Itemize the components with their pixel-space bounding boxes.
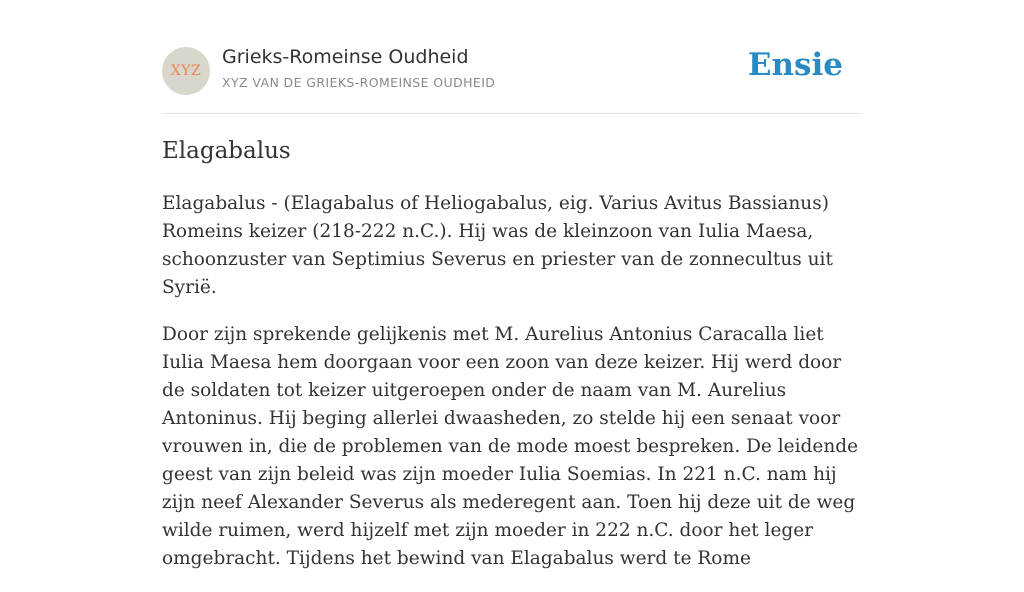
avatar-label: XYZ <box>170 63 202 79</box>
source-title[interactable]: Grieks-Romeinse Oudheid <box>222 46 469 68</box>
ensie-logo[interactable]: Ensie <box>747 47 843 83</box>
article-title: Elagabalus <box>162 138 291 164</box>
article-body <box>162 190 862 592</box>
source-subtitle: XYZ VAN DE GRIEKS-ROMEINSE OUDHEID <box>222 75 496 90</box>
source-header <box>162 0 862 114</box>
content-column <box>162 0 862 569</box>
source-avatar[interactable] <box>162 47 210 95</box>
article-paragraph: Door zijn sprekende gelijkenis met M. Aurelius Antonius Caracalla liet Iulia Maesa hem doorgaan voor een zoon van deze keizer. Hij werd door de soldaten tot keizer uitgeroepen onder de naam van M. Aurelius Antoninus. Hij beging allerlei dwaasheden, zo stelde hij een senaat voor vrouwen in, die de problemen van de mode moest bespreken. De leidende geest van zijn beleid was zijn moeder Iulia Soemias. In 221 n.C. nam hij zijn neef Alexander Severus als mederegent aan. Toen hij deze uit de weg wilde ruimen, werd hijzelf met zijn moeder in 222 n.C. door het leger omgebracht. Tijdens het bewind van Elagabalus werd te Rome <box>162 324 859 569</box>
article-paragraph: Elagabalus - (Elagabalus of Heliogabalus, eig. Varius Avitus Bassianus) Romeins keizer (218-222 n.C.). Hij was de kleinzoon van Iulia Maesa, schoonzuster van Septimius Severus en priester van de zonnecultus uit Syrië. <box>162 193 833 298</box>
